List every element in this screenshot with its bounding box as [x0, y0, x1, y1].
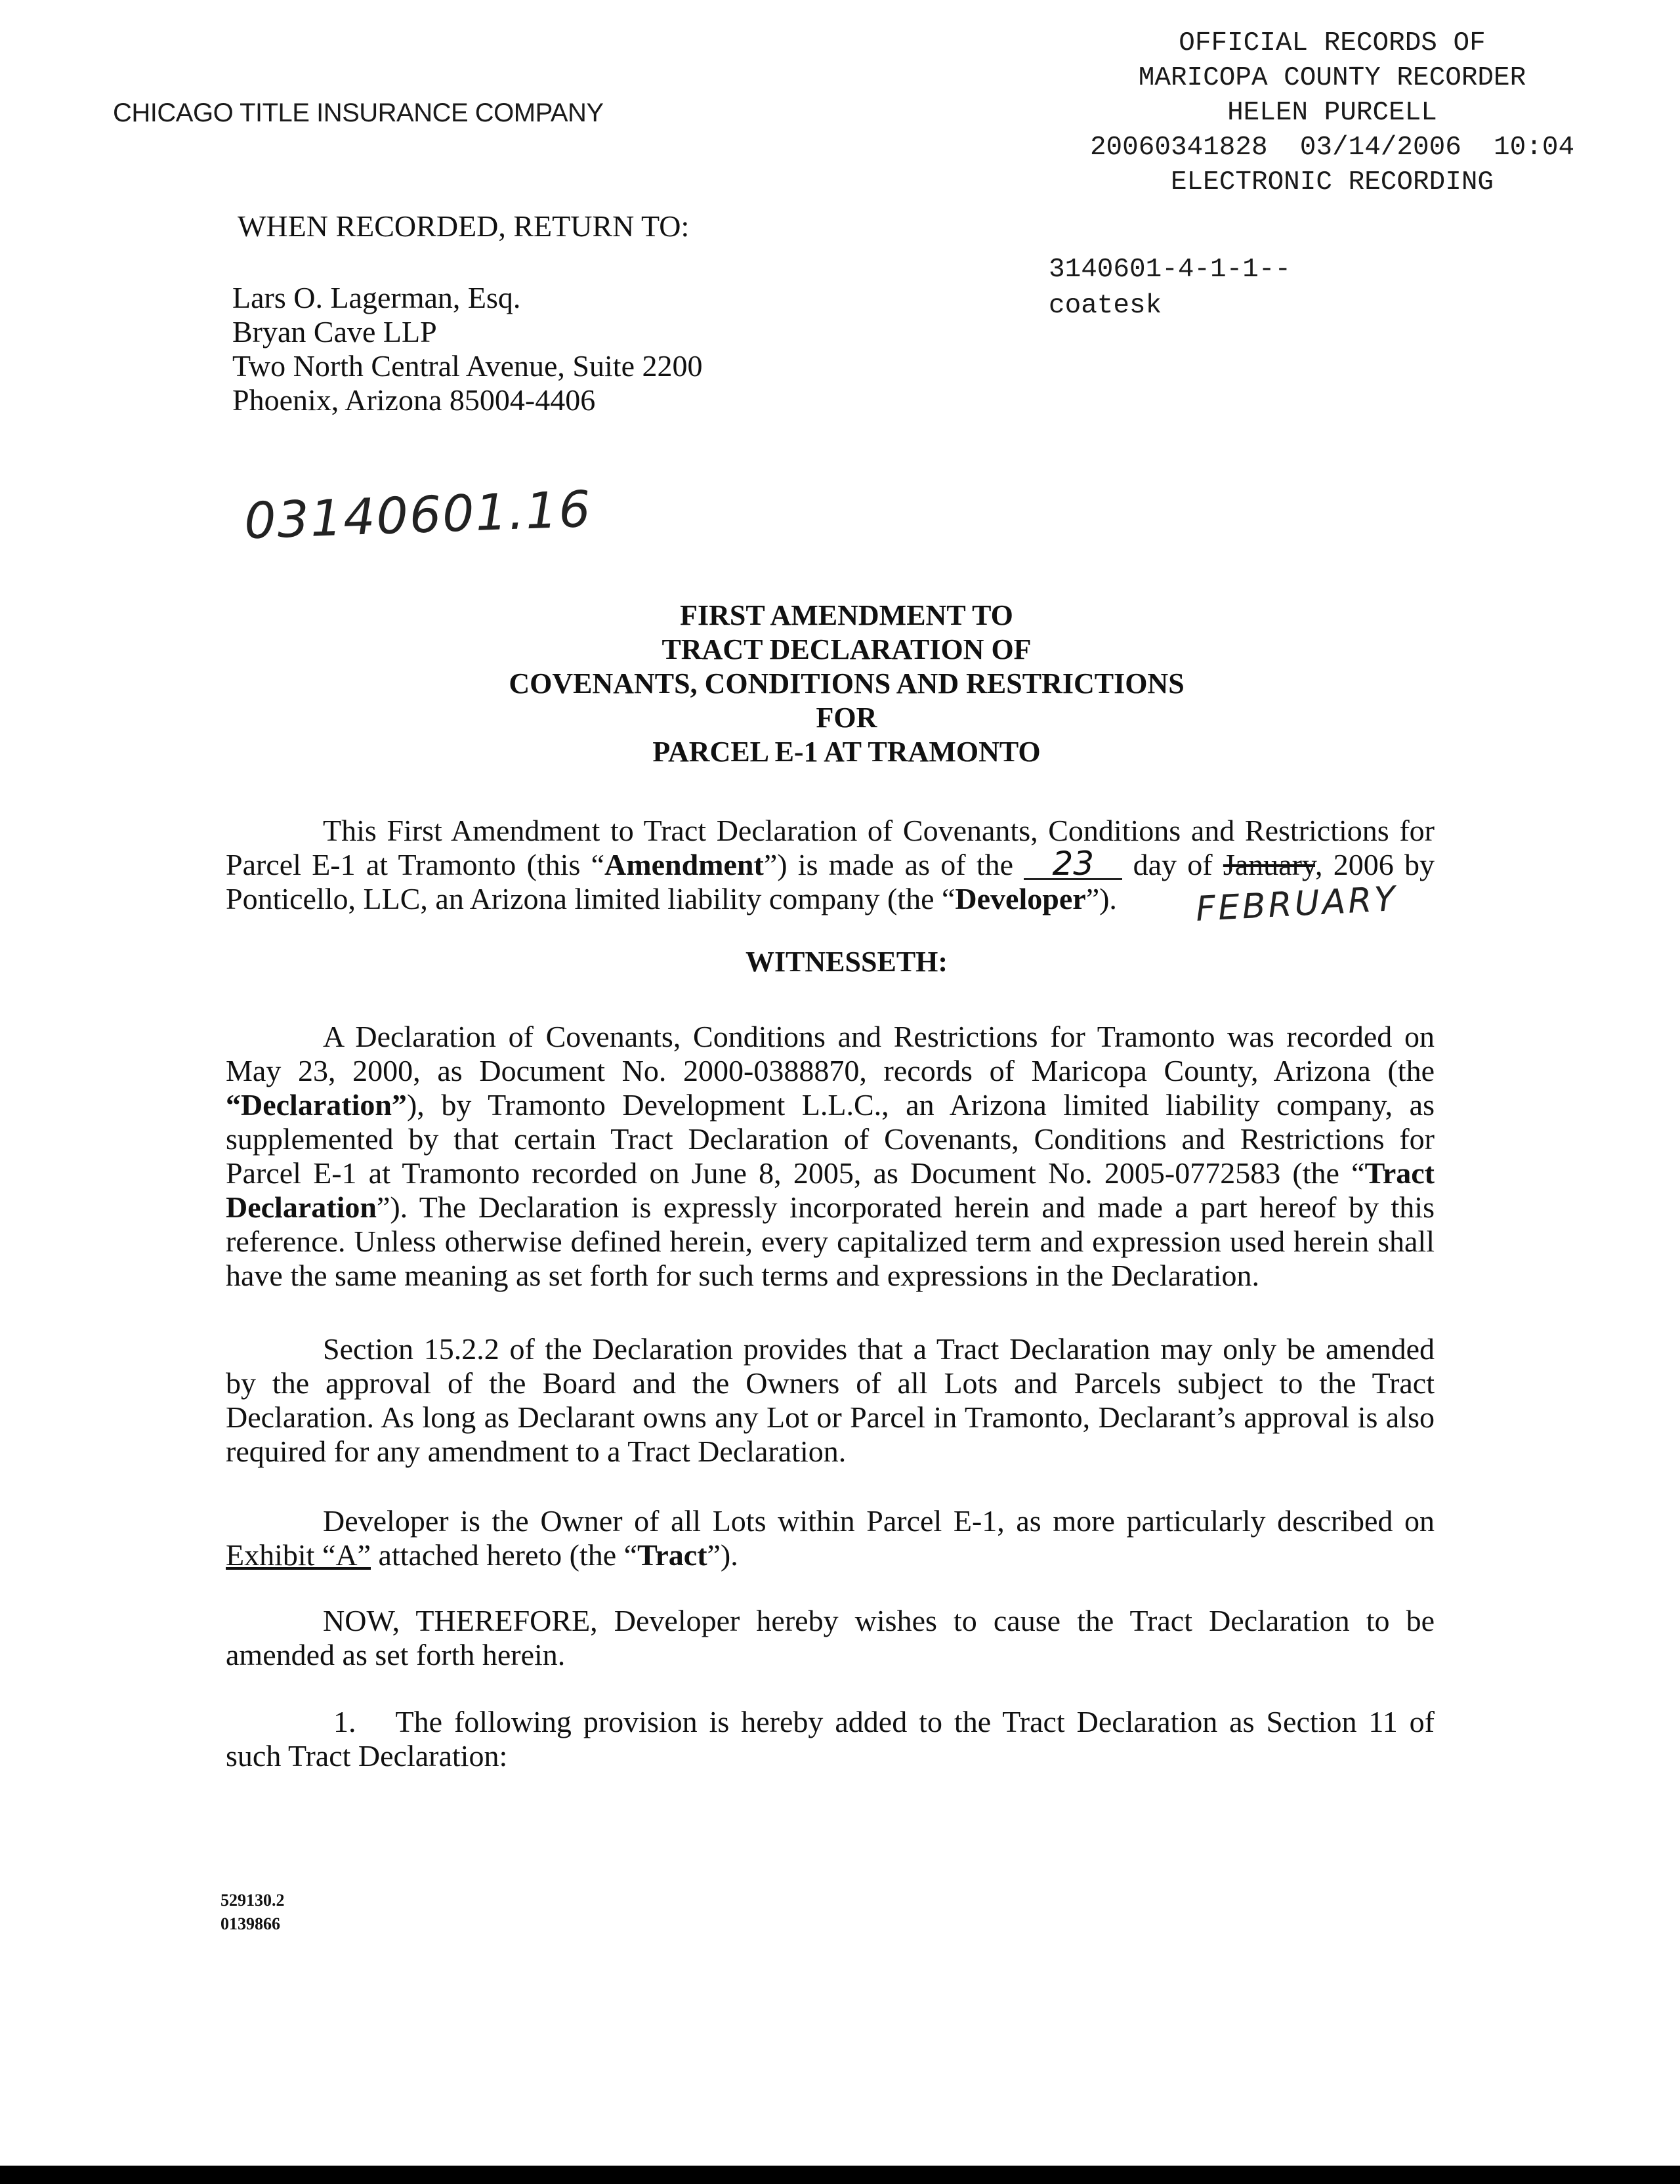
address-line: Lars O. Lagerman, Esq.	[232, 281, 521, 314]
address-line: Phoenix, Arizona 85004-4406	[232, 383, 596, 417]
recording-line: HELEN PURCELL	[1227, 98, 1437, 128]
document-footer-codes	[220, 1889, 285, 1936]
handwritten-day: 23	[1024, 849, 1122, 880]
recording-stamp	[1043, 26, 1621, 200]
title-line: COVENANTS, CONDITIONS AND RESTRICTIONS	[509, 667, 1185, 700]
exhibit-reference: Exhibit “A”	[226, 1538, 371, 1572]
handwritten-file-number: 03140601.16	[243, 479, 593, 551]
document-title	[249, 598, 1444, 769]
doc-user: coatesk	[1049, 291, 1162, 321]
therefore-paragraph: NOW, THEREFORE, Developer hereby wishes to cause the Tract Declaration to be amended as set forth herein.	[226, 1604, 1435, 1671]
scan-bottom-border	[0, 2166, 1680, 2184]
doc-code: 3140601-4-1-1--	[1049, 255, 1292, 285]
title-line: TRACT DECLARATION OF	[662, 633, 1032, 665]
recording-line: MARICOPA COUNTY RECORDER	[1138, 63, 1526, 93]
address-line: Bryan Cave LLP	[232, 315, 437, 348]
document-ids	[1049, 252, 1291, 324]
recording-line: 20060341828 03/14/2006 10:04	[1089, 133, 1575, 163]
title-line: FIRST AMENDMENT TO	[680, 599, 1013, 631]
recital-paragraph-section: Section 15.2.2 of the Declaration provides that a Tract Declaration may only be amended by the approval of the Board and the Owners of all Lots and Parcels subject to the Tract Declaration. As long as Declarant owns any Lot or Parcel in Tramonto, Declarant’s approval is also required for any amendment to a Tract Declaration.	[226, 1332, 1435, 1468]
witnesseth-heading: WITNESSETH:	[745, 946, 948, 978]
title-line: FOR	[816, 702, 877, 734]
struck-month: January	[1223, 848, 1315, 881]
recording-line: OFFICIAL RECORDS OF	[1179, 28, 1486, 58]
handwritten-month: FEBRUARY	[1194, 879, 1399, 930]
title-company-name: CHICAGO TITLE INSURANCE COMPANY	[113, 98, 604, 127]
title-line: PARCEL E-1 AT TRAMONTO	[652, 736, 1041, 768]
address-line: Two North Central Avenue, Suite 2200	[232, 349, 703, 383]
recording-line: ELECTRONIC RECORDING	[1170, 167, 1494, 198]
recital-paragraph-declaration: A Declaration of Covenants, Conditions and Restrictions for Tramonto was recorded on May 23, 2000, as Document No. 2000-0388870, records of Maricopa County, Arizona (the “Declaration”), by Tramonto Development L.L.C., an Arizona limited liability company, as supplemented by that certain Tract Declaration of Covenants, Conditions and Restrictions for Parcel E-1 at Tramonto recorded on June 8, 2005, as Document No. 2005-0772583 (the “Tract Declaration”). The Declaration is expressly incorporated herein and made a part hereof by this reference. Unless otherwise defined herein, every capitalized term and expression used herein shall have the same meaning as set forth for such terms and expressions in the Declaration.	[226, 1020, 1435, 1292]
footer-code: 529130.2	[220, 1891, 285, 1910]
recital-paragraph-owner: Developer is the Owner of all Lots within Parcel E-1, as more particularly described on Exhibit “A” attached hereto (the “Tract”).	[226, 1504, 1435, 1572]
return-to-label: WHEN RECORDED, RETURN TO:	[238, 209, 690, 243]
return-address	[232, 281, 702, 417]
intro-paragraph: This First Amendment to Tract Declaration of Covenants, Conditions and Restrictions for Parcel E-1 at Tramonto (this “Amendment”) is made as of the 23 day of January, 2006 by Ponticello, LLC, an Arizona limited liability company (the “Developer”).	[226, 814, 1435, 915]
footer-code: 0139866	[220, 1914, 280, 1933]
numbered-provision-1: 1. The following provision is hereby added to the Tract Declaration as Section 11 of such Tract Declaration:	[226, 1705, 1435, 1773]
